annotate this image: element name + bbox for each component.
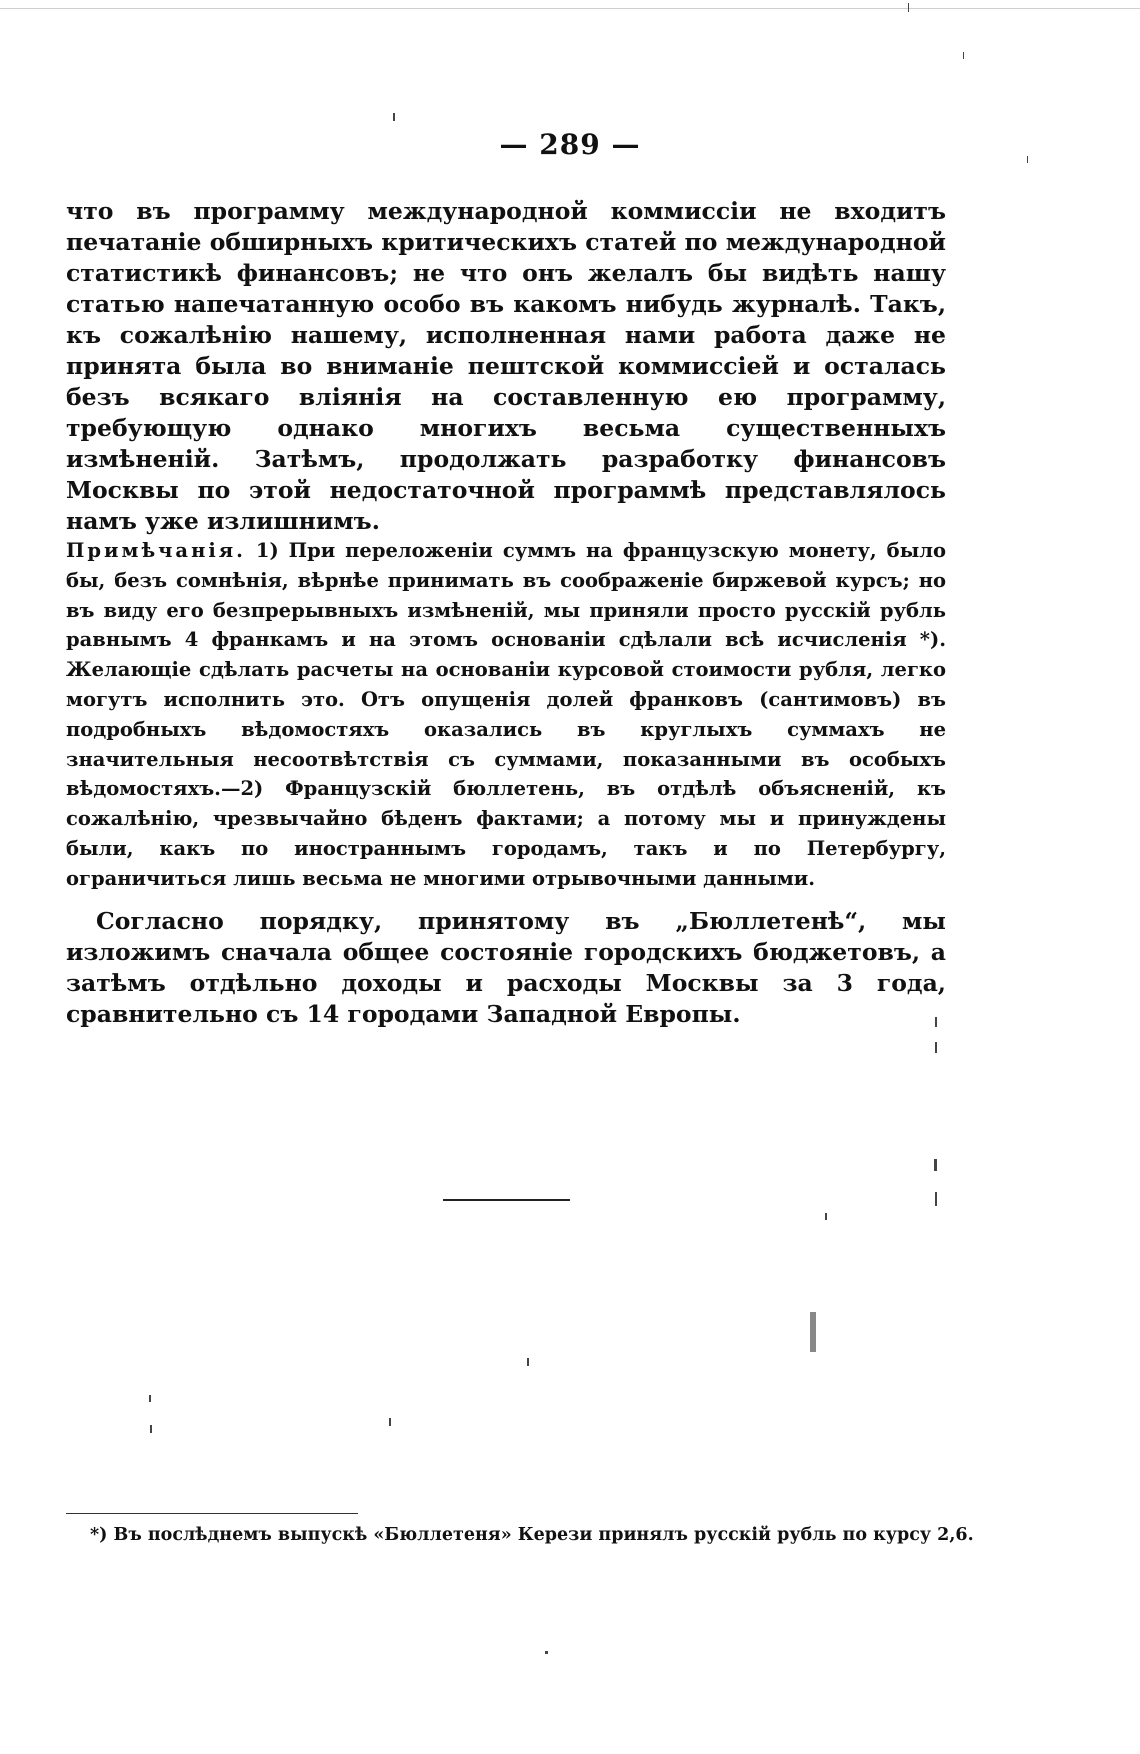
section-separator xyxy=(443,1199,570,1201)
scan-speck xyxy=(1027,156,1028,163)
main-paragraph xyxy=(66,196,946,537)
scan-top-edge xyxy=(0,8,1140,9)
notes-body: 1) При переложеніи суммъ на французскую монету, было бы, безъ сомнѣнія, вѣрнѣе принимать въ соображеніе биржевой курсъ; но въ виду его безпрерывныхъ измѣненій, мы приняли просто русскій рубль равнымъ 4 франкамъ и на этомъ основаніи сдѣлали всѣ исчисленія *). Желающіе сдѣлать расчеты на основаніи курсовой стоимости рубля, легко могутъ исполнить это. Отъ опущенія долей франковъ (сантимовъ) въ подробныхъ вѣдомостяхъ оказались въ круглыхъ суммахъ не значительныя несоотвѣтствія съ суммами, показанными въ особыхъ вѣдомостяхъ.—2) Французскій бюллетень, въ отдѣлѣ объясненій, къ сожалѣнію, чрезвычайно бѣденъ фактами; а потому мы и принуждены были, какъ по иностраннымъ городамъ, такъ и по Петербургу, ограничиться лишь весьма не многими отрывочными данными. xyxy=(66,539,946,890)
notes-heading: Примѣчанія. xyxy=(66,539,246,562)
page-number: — 289 — xyxy=(499,128,641,161)
scan-speck xyxy=(389,1418,391,1426)
closing-paragraph xyxy=(66,906,946,1030)
notes-section xyxy=(66,536,946,894)
scan-speck xyxy=(810,1312,816,1352)
closing-paragraph-text: Согласно порядку, принятому въ „Бюллетенѣ“, мы изложимъ сначала общее состояніе городскихъ бюджетовъ, а затѣмъ отдѣльно доходы и расходы Москвы за 3 года, сравнительно съ 14 городами Западной Европы. xyxy=(66,907,946,1028)
scan-speck xyxy=(149,1395,151,1402)
scan-speck xyxy=(908,3,909,12)
scan-speck xyxy=(935,1192,937,1206)
footnote: *) Въ послѣднемъ выпускѣ «Бюллетеня» Керези принялъ русскій рубль по курсу 2,6. xyxy=(90,1525,974,1545)
scan-speck xyxy=(934,1159,937,1171)
main-paragraph-text: что въ программу международной коммиссіи не входитъ печатаніе обширныхъ критическихъ статей по международной статистикѣ финансовъ; не что онъ желалъ бы видѣть нашу статью напечатанную особо въ какомъ нибудь журналѣ. Такъ, къ сожалѣнію нашему, исполненная нами работа даже не принята была во вниманіе пештской коммиссіей и осталась безъ всякаго вліянія на составленную ею программу, требующую однако многихъ весьма существенныхъ измѣненій. Затѣмъ, продолжать разработку финансовъ Москвы по этой недостаточной программѣ представлялось намъ уже излишнимъ. xyxy=(66,197,946,535)
footnote-rule xyxy=(66,1513,358,1514)
scan-speck xyxy=(825,1213,827,1220)
scan-speck xyxy=(527,1358,529,1366)
scan-speck xyxy=(963,52,964,59)
scan-speck xyxy=(935,1042,937,1053)
scan-speck xyxy=(150,1425,152,1433)
scan-speck xyxy=(545,1651,548,1654)
scan-speck xyxy=(935,1017,937,1027)
notes-text xyxy=(66,536,946,894)
scan-speck xyxy=(393,113,395,121)
